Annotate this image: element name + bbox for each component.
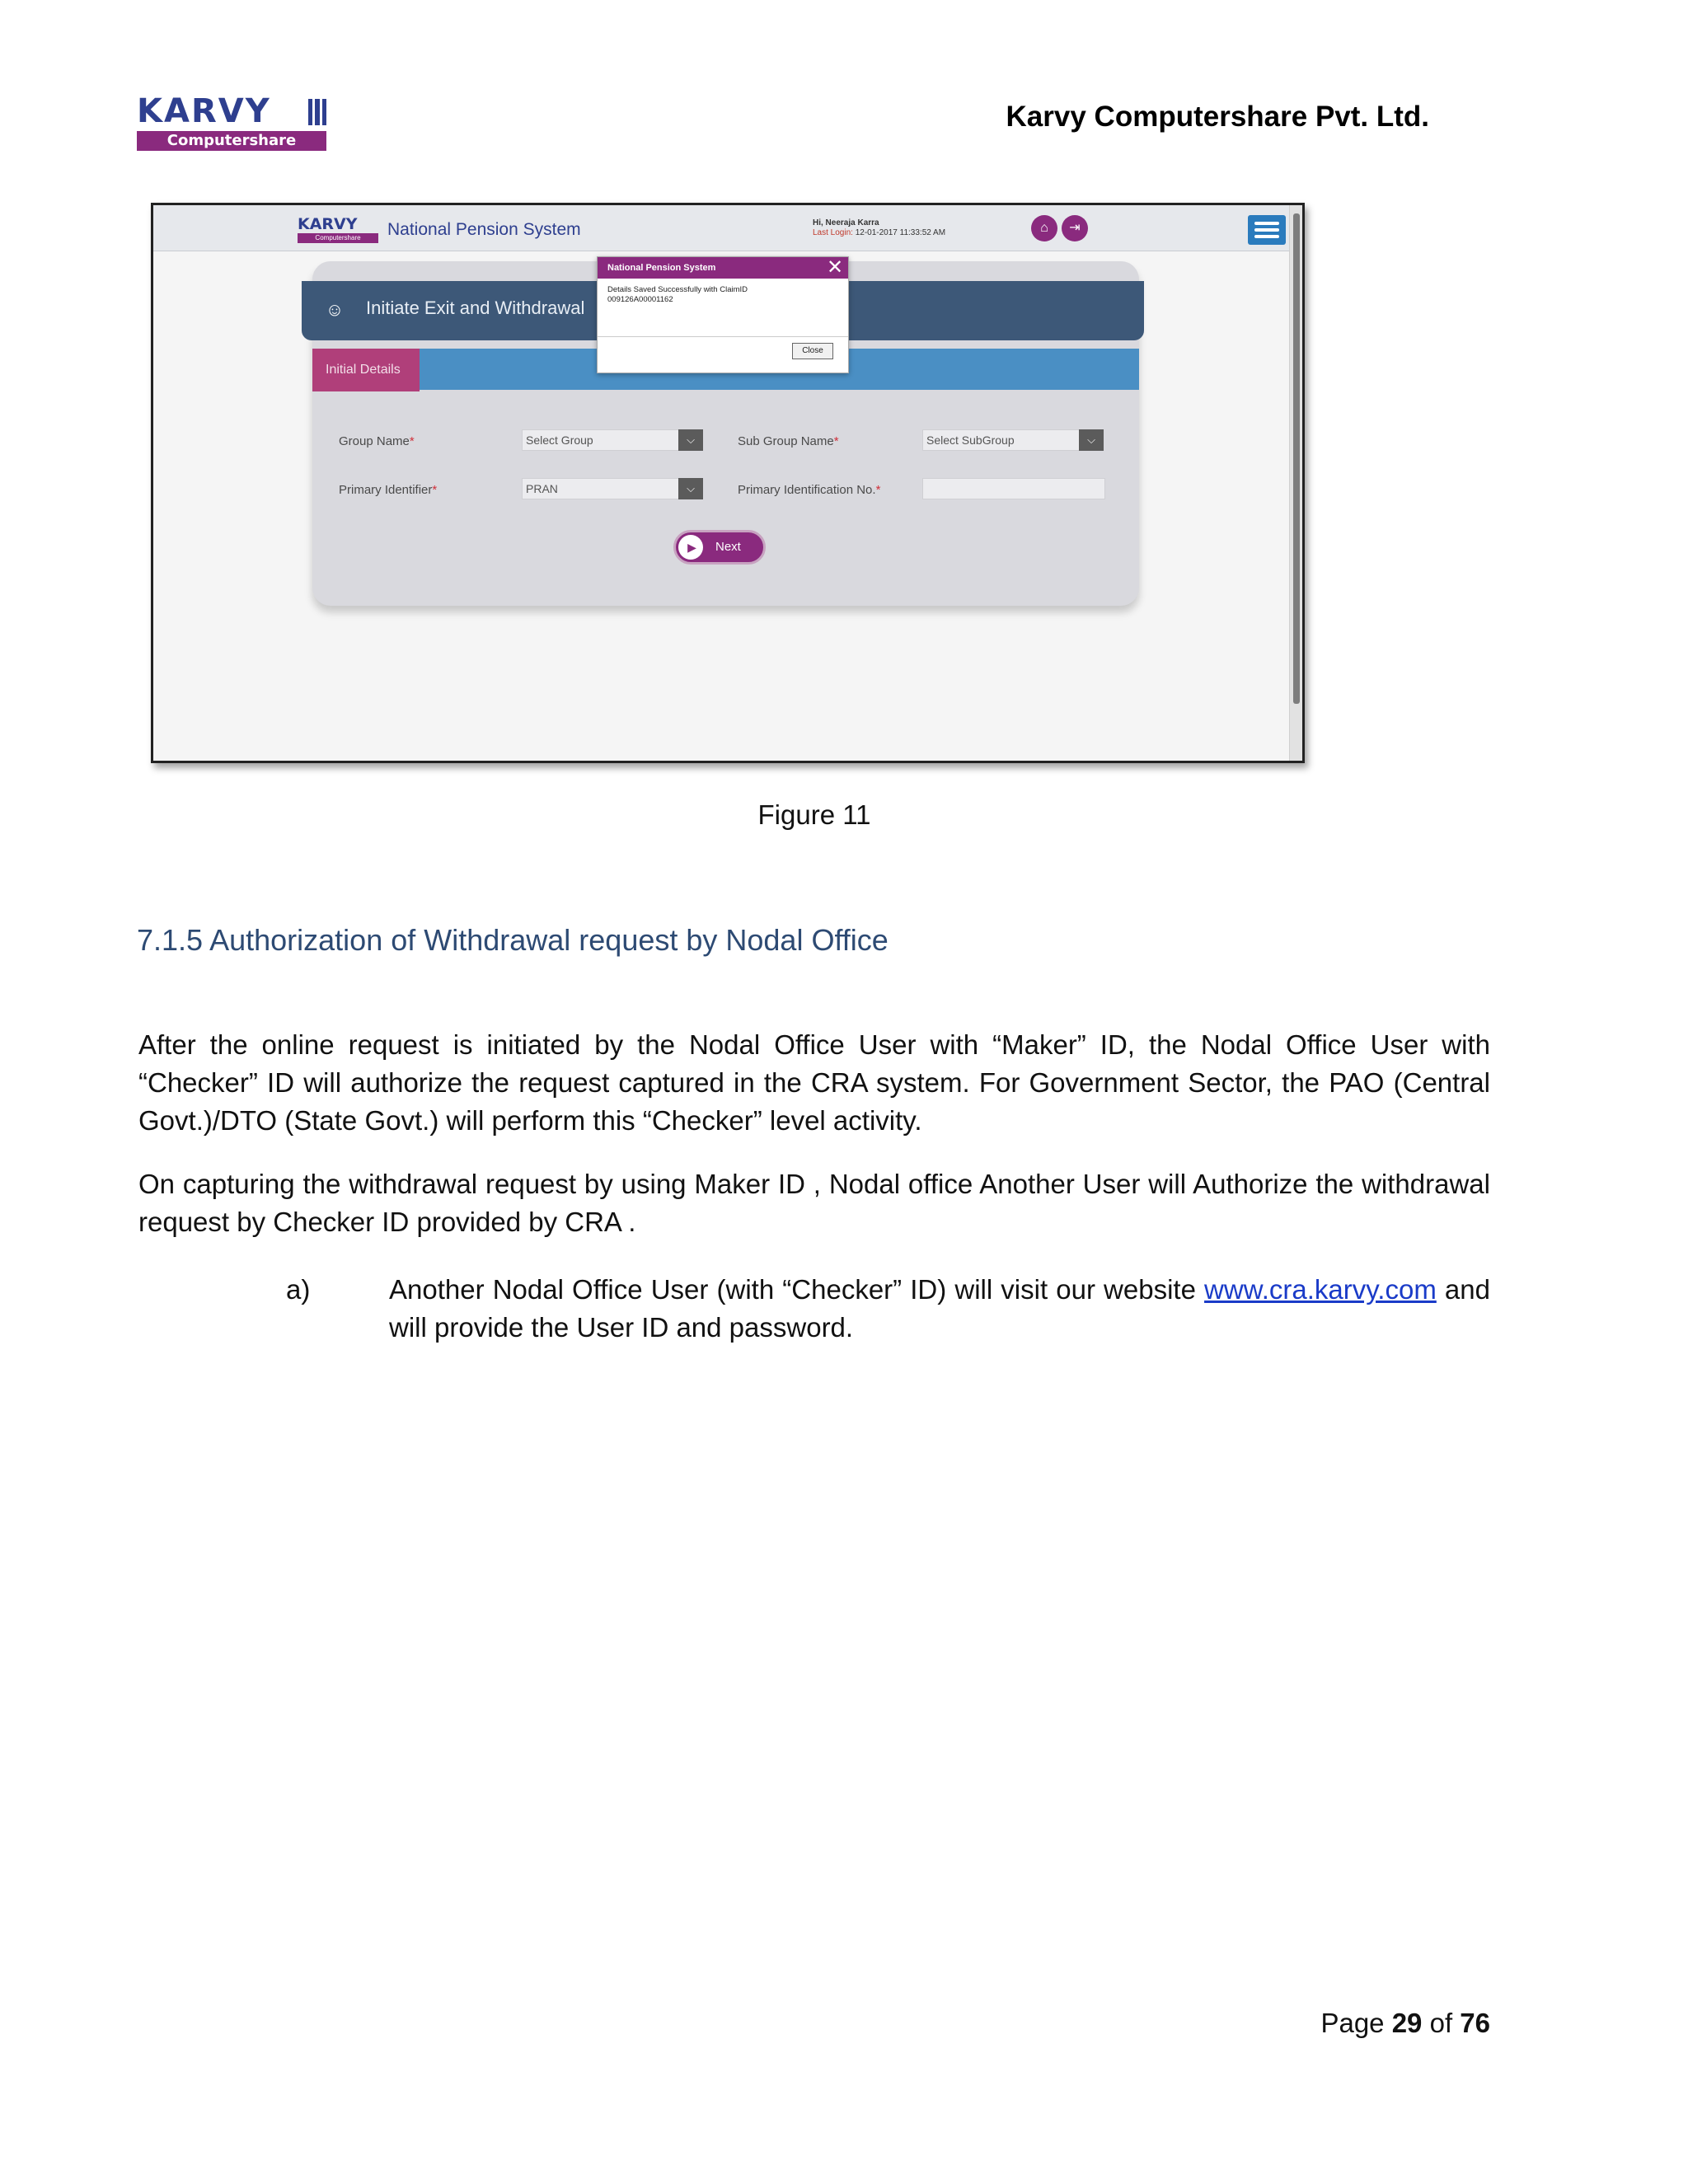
user-icon: ☺ [325,299,345,320]
page-title: Initiate Exit and Withdrawal [366,298,585,318]
logo-subtitle: Computershare [137,131,326,151]
app-top-bar [153,205,1291,251]
home-icon[interactable]: ⌂ [1031,215,1057,241]
primary-id-no-input[interactable] [922,478,1105,499]
dialog-close-button[interactable]: Close [792,343,833,359]
karvy-logo [137,92,326,152]
scrollbar-thumb[interactable] [1293,213,1300,704]
dialog-title: National Pension System [598,257,848,279]
hamburger-menu-icon[interactable] [1248,215,1286,245]
chevron-down-icon[interactable]: ⌵ [678,429,703,451]
close-icon[interactable]: ✕ [826,256,844,279]
company-name: Karvy Computershare Pvt. Ltd. [1006,101,1429,133]
primary-identifier-label: Primary Identifier* [339,483,438,497]
user-info [813,218,945,238]
play-icon: ▶ [678,535,703,560]
page-number: Page 29 of 76 [1320,2008,1490,2038]
figure-caption: Figure 11 [757,799,871,830]
chevron-down-icon[interactable]: ⌵ [678,478,703,499]
primary-identifier-select[interactable]: PRAN ⌵ [522,478,703,499]
vertical-scrollbar[interactable] [1289,205,1302,761]
next-label: Next [715,540,741,554]
logo-word: KARVY [137,92,271,130]
tab-initial-details[interactable]: Initial Details [312,349,420,391]
dialog-message [607,285,838,305]
last-login-value: 12-01-2017 11:33:52 AM [855,228,946,237]
app-logo-word: KARVY [298,215,358,233]
app-logo-sub: Computershare [298,233,378,243]
chevron-down-icon[interactable]: ⌵ [1079,429,1104,451]
logo-wordmark [137,92,326,130]
last-login-label: Last Login: [813,228,853,237]
website-link[interactable]: www.cra.karvy.com [1204,1274,1437,1305]
sub-group-name-select[interactable]: Select SubGroup ⌵ [922,429,1104,451]
paragraph-1: After the online request is initiated by the Nodal Office User with “Maker” ID, the Nodal Office User with “Checker” ID will authorize the request captured in the CRA system. For Government Sector, the PAO (Central Govt.)/DTO (State Govt.) will perform this “Checker” level activity. [138,1029,1490,1136]
group-name-label: Group Name* [339,434,415,448]
last-login [813,228,945,238]
sub-group-name-label: Sub Group Name* [738,434,839,448]
current-page: 29 [1391,2008,1423,2038]
next-button[interactable] [673,530,766,565]
dialog-claim-id: 009126A00001162 [607,295,673,304]
user-greeting: Hi, Neeraja Karra [813,218,879,227]
primary-id-no-label: Primary Identification No.* [738,483,881,497]
group-name-select[interactable]: Select Group ⌵ [522,429,703,451]
app-logo [298,217,378,245]
dialog-divider [598,336,848,337]
logout-icon[interactable]: ⇥ [1062,215,1088,241]
total-pages: 76 [1460,2008,1490,2038]
logo-bars-icon [308,99,326,125]
section-heading: 7.1.5 Authorization of Withdrawal request by Nodal Office [137,923,889,957]
app-title: National Pension System [387,220,581,239]
paragraph-2: On capturing the withdrawal request by using Maker ID , Nodal office Another User will Authorize the withdrawal request by Checker ID provided by CRA . [138,1169,1490,1237]
application-screenshot [151,203,1305,763]
list-marker: a) [286,1274,311,1305]
success-dialog [597,256,849,373]
dialog-message-line1: Details Saved Successfully with ClaimID [607,285,748,294]
list-item-text: Another Nodal Office User (with “Checker” ID) will visit our website www.cra.karvy.com and will provide the User ID and password. [389,1274,1490,1343]
